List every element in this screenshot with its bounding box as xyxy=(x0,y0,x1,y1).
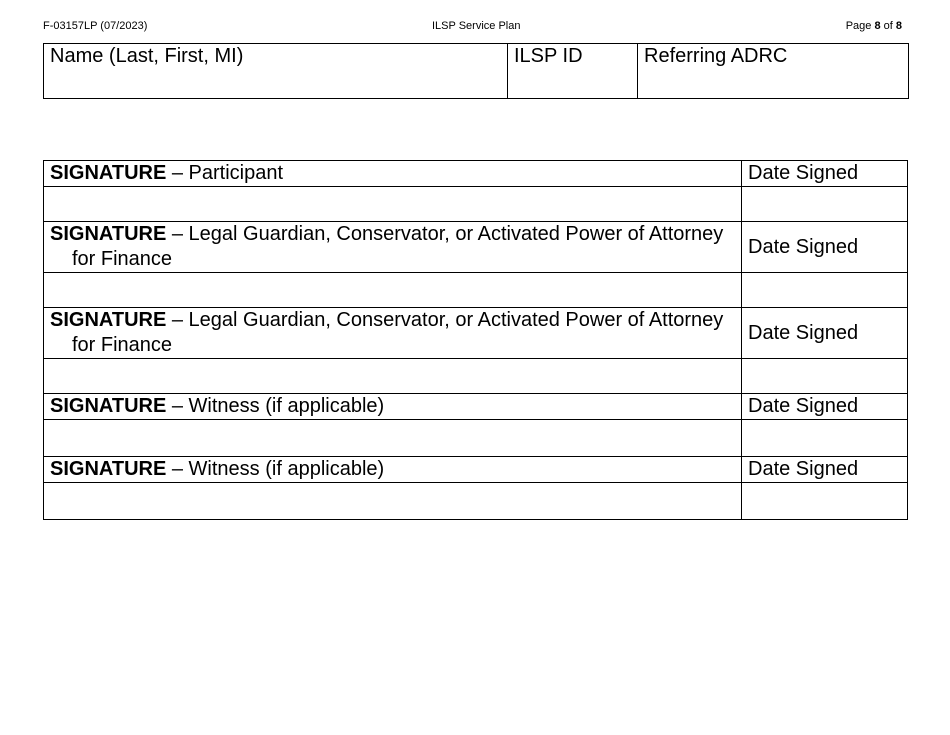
ilsp-id-field[interactable] xyxy=(508,44,638,99)
guardian-signature-label: SIGNATURE – Legal Guardian, Conservator, or Activated Power of Attorney for Finance xyxy=(44,222,742,273)
date-signed-label: Date Signed xyxy=(742,394,908,420)
signature-table xyxy=(43,160,908,520)
date-signed-label: Date Signed xyxy=(742,222,908,273)
witness-signature-label: SIGNATURE – Witness (if applicable) xyxy=(44,394,742,420)
name-field[interactable] xyxy=(44,44,508,99)
name-field-label: Name (Last, First, MI) xyxy=(50,45,244,67)
guardian-signature-field[interactable] xyxy=(44,273,742,308)
witness-date-field[interactable] xyxy=(742,420,908,457)
witness-signature-field[interactable] xyxy=(44,420,742,457)
page-number: Page 8 of 8 xyxy=(845,20,902,32)
witness-date-field[interactable] xyxy=(742,483,908,520)
date-signed-label: Date Signed xyxy=(742,161,908,187)
witness-signature-label: SIGNATURE – Witness (if applicable) xyxy=(44,457,742,483)
referring-adrc-field[interactable] xyxy=(638,44,909,99)
page-header xyxy=(43,20,902,34)
referring-adrc-field-label: Referring ADRC xyxy=(644,45,788,67)
date-signed-label: Date Signed xyxy=(742,308,908,359)
witness-signature-field[interactable] xyxy=(44,483,742,520)
date-signed-label: Date Signed xyxy=(742,457,908,483)
ilsp-id-field-label: ILSP ID xyxy=(514,45,583,67)
identification-table xyxy=(43,43,909,99)
guardian-signature-field[interactable] xyxy=(44,359,742,394)
participant-signature-field[interactable] xyxy=(44,187,742,222)
guardian-signature-label: SIGNATURE – Legal Guardian, Conservator, or Activated Power of Attorney for Finance xyxy=(44,308,742,359)
guardian-date-field[interactable] xyxy=(742,273,908,308)
participant-signature-label: SIGNATURE – Participant xyxy=(44,161,742,187)
document-title: ILSP Service Plan xyxy=(432,20,521,32)
form-id: F-03157LP (07/2023) xyxy=(43,20,148,32)
guardian-date-field[interactable] xyxy=(742,359,908,394)
participant-date-field[interactable] xyxy=(742,187,908,222)
